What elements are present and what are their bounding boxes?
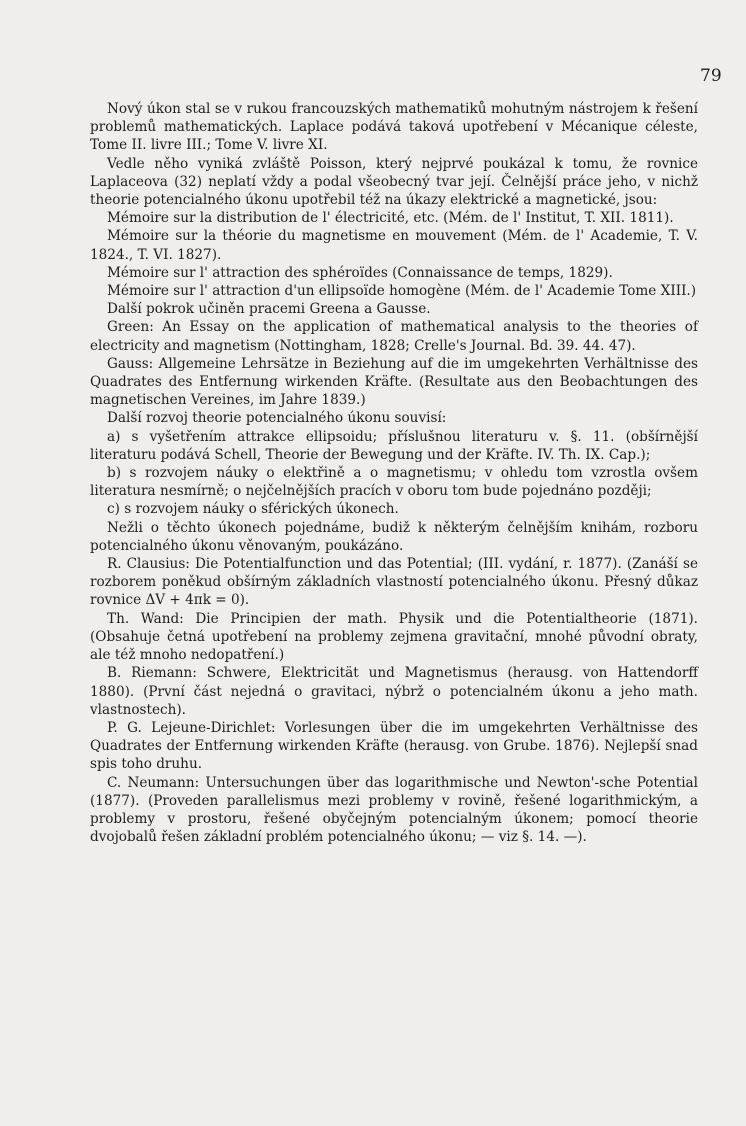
paragraph-12: b) s rozvojem náuky o elektřině a o magnetismu; v ohledu tom vzrostla ovšem literatura nesmírně; o nejčelnějších pracích v oboru tom bude pojednáno později; xyxy=(90,465,698,500)
paragraph-6: Mémoire sur l' attraction d'un ellipsoïde homogène (Mém. de l' Academie Tome XIII.) xyxy=(107,283,697,300)
paragraph-4: Mémoire sur la théorie du magnetisme en mouvement (Mém. de l' Academie, T. V. 1824., T. VI. 1827). xyxy=(90,228,698,263)
page-number: 79 xyxy=(700,66,722,86)
paragraph-17: B. Riemann: Schwere, Elektricität und Magnetismus (herausg. von Hattendorff 1880). (První část nejedná o gravitaci, nýbrž o potencialném úkonu a jeho math. vlastnostech). xyxy=(90,665,698,718)
paragraph-3: Mémoire sur la distribution de l' électricité, etc. (Mém. de l' Institut, T. XII. 1811). xyxy=(107,210,674,227)
paragraph-18: P. G. Lejeune-Dirichlet: Vorlesungen über die im umgekehrten Verhältnisse des Quadrates der Entfernung wirkenden Kräfte (herausg. von Grube. 1876). Nejlepší snad spis toho druhu. xyxy=(90,719,698,773)
paragraph-7: Další pokrok učiněn pracemi Greena a Gausse. xyxy=(107,301,431,318)
paragraph-1: Nový úkon stal se v rukou francouzských mathematiků mohutným nástrojem k řešení problemů mathematických. Laplace podává taková upotřebení v Mécanique céleste, Tome II. livre III.; Tome V. livre XI. xyxy=(90,101,698,154)
paragraph-2: Vedle něho vyniká zvláště Poisson, který nejprvé poukázal k tomu, že rovnice Laplaceova (32) neplatí vždy a podal všeobecný tvar její. Čelnější práce jeho, v nichž theorie potencialného úkonu upotřebil též na úkazy elektrické a magnetické, jsou: xyxy=(90,155,698,209)
paragraph-19: C. Neumann: Untersuchungen über das logarithmische und Newton'-sche Potential (1877). (Proveden parallelismus mezi problemy v rovině, řešené logarithmickým, a problemy v prostoru, řešené obyčejným potencialným úkonem; pomocí theorie dvojobalů řešen základní problém potencialného úkonu; — viz §. 14. —). xyxy=(90,774,698,846)
body-text xyxy=(90,100,698,846)
paragraph-16: Th. Wand: Die Principien der math. Physik und die Potentialtheorie (1871). (Obsahuje četná upotřebení na problemy zejmena gravitační, mnohé původní obraty, ale též mnoho nedopatření.) xyxy=(90,610,698,664)
paragraph-15: R. Clausius: Die Potentialfunction und das Potential; (III. vydání, r. 1877). (Zanáší se rozborem poněkud obšírným základních vlastností potencialného úkonu. Přesný důkaz rovnice ΔV + 4πk = 0). xyxy=(90,556,698,609)
paragraph-11: a) s vyšetřením attrakce ellipsoidu; příslušnou literaturu v. §. 11. (obšírnější literaturu podává Schell, Theorie der Bewegung und der Kräfte. IV. Th. IX. Cap.); xyxy=(90,428,698,463)
paragraph-9: Gauss: Allgemeine Lehrsätze in Beziehung auf die im umgekehrten Verhältnisse des Quadrates des Entfernung wirkenden Kräfte. (Resultate aus den Beobachtungen des magnetischen Vereines, im Jahre 1839.) xyxy=(90,355,698,409)
paragraph-8: Green: An Essay on the application of mathematical analysis to the theories of electricity and magnetism (Nottingham, 1828; Crelle's Journal. Bd. 39. 44. 47). xyxy=(90,319,698,354)
paragraph-10: Další rozvoj theorie potencialného úkonu souvisí: xyxy=(107,410,447,427)
paragraph-14: Nežli o těchto úkonech pojednáme, budiž k některým čelnějším knihám, rozboru potencialného úkonu věnovaným, poukázáno. xyxy=(90,519,698,554)
paragraph-5: Mémoire sur l' attraction des sphéroïdes (Connaissance de temps, 1829). xyxy=(107,264,613,281)
paragraph-13: c) s rozvojem náuky o sférických úkonech. xyxy=(107,501,399,518)
